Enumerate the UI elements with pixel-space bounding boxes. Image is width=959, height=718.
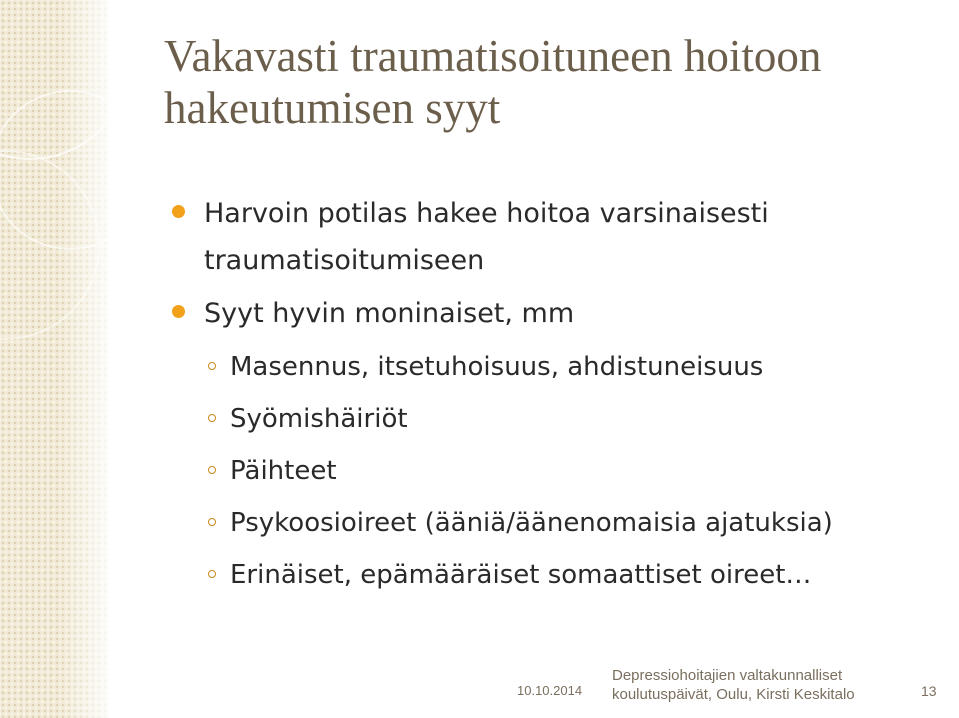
footer-caption-line: koulutuspäivät, Oulu, Kirsti Keskitalo (612, 686, 855, 703)
bullet-text: Syyt hyvin moninaiset, mm (204, 298, 575, 329)
sub-bullet-text: Päihteet (230, 456, 337, 486)
bullet-text: Harvoin potilas hakee hoitoa varsinaisesti traumatisoitumiseen (204, 198, 769, 276)
bullet-item (172, 290, 942, 337)
bullet-ring-icon (208, 570, 216, 578)
bullet-ring-icon (208, 466, 216, 474)
sub-bullet-text: Masennus, itsetuhoisuus, ahdistuneisuus (230, 352, 764, 382)
bullet-item (172, 190, 942, 284)
sub-bullet-text: Syömishäiriöt (230, 404, 408, 434)
sub-bullet-item (172, 393, 942, 445)
sub-bullet-item (172, 497, 942, 549)
sub-bullet-list (172, 341, 942, 601)
sub-bullet-text: Erinäiset, epämääräiset somaattiset oireet… (230, 560, 812, 590)
bullet-dot-icon (172, 305, 185, 318)
footer-date: 10.10.2014 (517, 683, 583, 698)
bullet-list (172, 190, 942, 601)
footer-caption (612, 666, 855, 704)
sub-bullet-item (172, 549, 942, 601)
bullet-ring-icon (208, 518, 216, 526)
bullet-ring-icon (208, 414, 216, 422)
bullet-ring-icon (208, 362, 216, 370)
sub-bullet-item (172, 445, 942, 497)
sub-bullet-text: Psykoosioireet (ääniä/äänenomaisia ajatuksia) (230, 508, 833, 538)
sub-bullet-item (172, 341, 942, 393)
strip-fade (60, 0, 120, 718)
page-number: 13 (921, 683, 937, 699)
footer-caption-line: Depressiohoitajien valtakunnalliset (612, 667, 843, 684)
bullet-dot-icon (172, 205, 185, 218)
slide-title: Vakavasti traumatisoituneen hoitoon hakeutumisen syyt (164, 31, 822, 133)
